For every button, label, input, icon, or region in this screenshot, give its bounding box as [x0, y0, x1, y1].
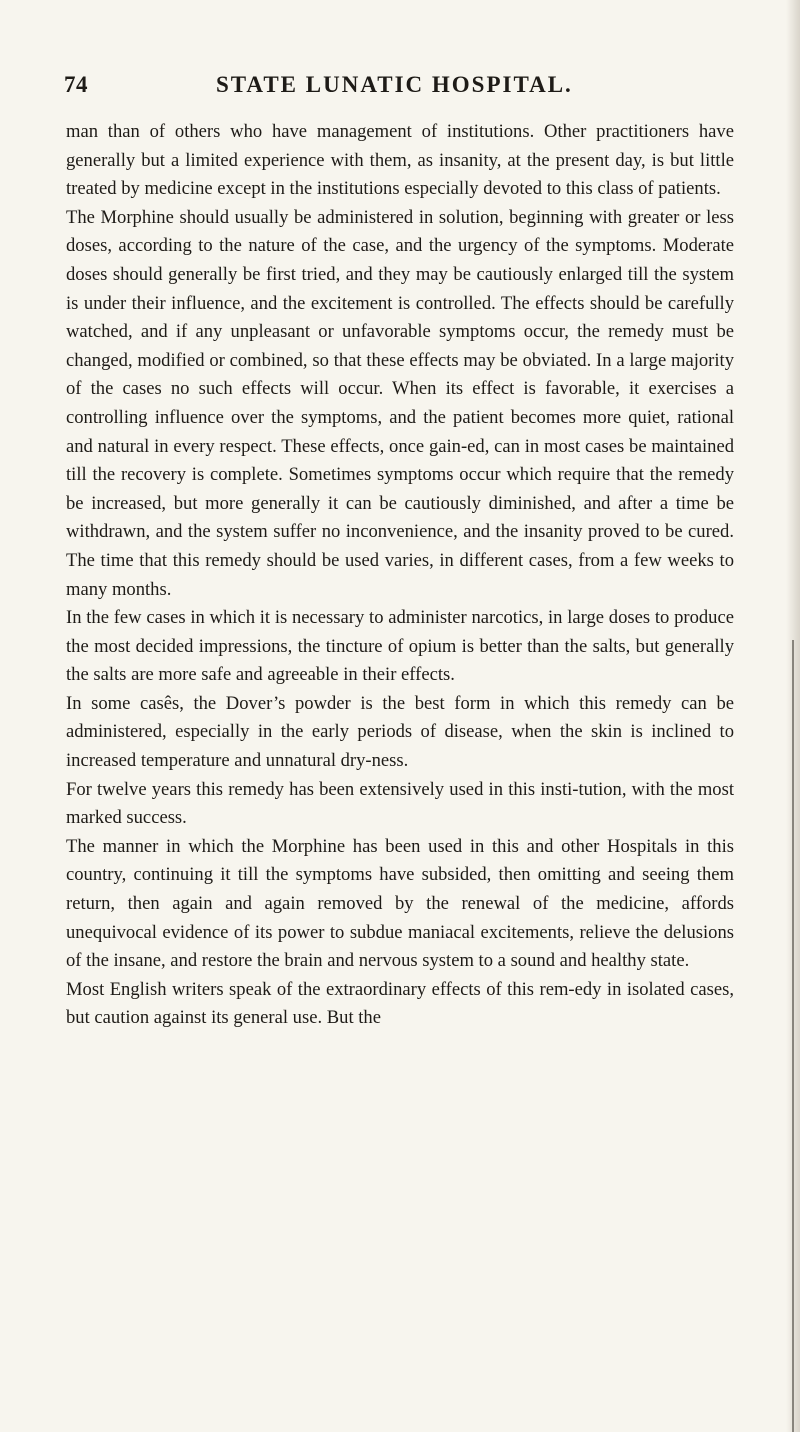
running-head: STATE LUNATIC HOSPITAL. — [216, 72, 573, 97]
body-text — [66, 118, 734, 1033]
paragraph: For twelve years this remedy has been extensively used in this insti-tution, with the most marked success. — [66, 778, 734, 829]
paragraph: The manner in which the Morphine has been used in this and other Hospitals in this country, continuing it till the symptoms have subsided, then omitting and seeing them return, then again and again removed by the renewal of the medicine, affords unequivocal evidence of its power to subdue maniacal excitements, relieve the delusions of the insane, and restore the brain and nervous system to a sound and healthy state. — [66, 835, 734, 972]
paragraph: man than of others who have management of institutions. Other practitioners have generally but a limited experience with them, as insanity, at the present day, is but little treated by medicine except in the institutions especially devoted to this class of patients. — [66, 121, 734, 200]
paragraph: Most English writers speak of the extraordinary effects of this rem-edy in isolated cases, but caution against its general use. But the — [66, 978, 734, 1029]
page-number: 74 — [64, 72, 88, 97]
paragraph: In the few cases in which it is necessary to administer narcotics, in large doses to produce the most decided impressions, the tincture of opium is better than the salts, but generally the salts are more safe and agreeable in their effects. — [66, 607, 734, 686]
paragraph: The Morphine should usually be administered in solution, beginning with greater or less doses, according to the nature of the case, and the urgency of the symptoms. Moderate doses should generally be first tried, and they may be cautiously enlarged till the system is under their influence, and the excitement is controlled. The effects should be carefully watched, and if any unpleasant or unfavorable symptoms occur, the remedy must be changed, modified or combined, so that these effects may be obviated. In a large majority of the cases no such effects will occur. When its effect is favorable, it exercises a controlling influence over the symptoms, and the patient becomes more quiet, rational and natural in every respect. These effects, once gain-ed, can in most cases be maintained till the recovery is complete. Sometimes symptoms occur which require that the remedy be increased, but more generally it can be cautiously diminished, and after a time be withdrawn, and the system suffer no inconvenience, and the insanity proved to be cured. The time that this remedy should be used varies, in different cases, from a few weeks to many months. — [66, 206, 734, 600]
binding-edge-line — [792, 640, 794, 1432]
paragraph: In some casês, the Dover’s powder is the best form in which this remedy can be administered, especially in the early periods of disease, when the skin is inclined to increased temperature and unnatural dry-ness. — [66, 692, 734, 772]
page-header — [64, 72, 744, 108]
